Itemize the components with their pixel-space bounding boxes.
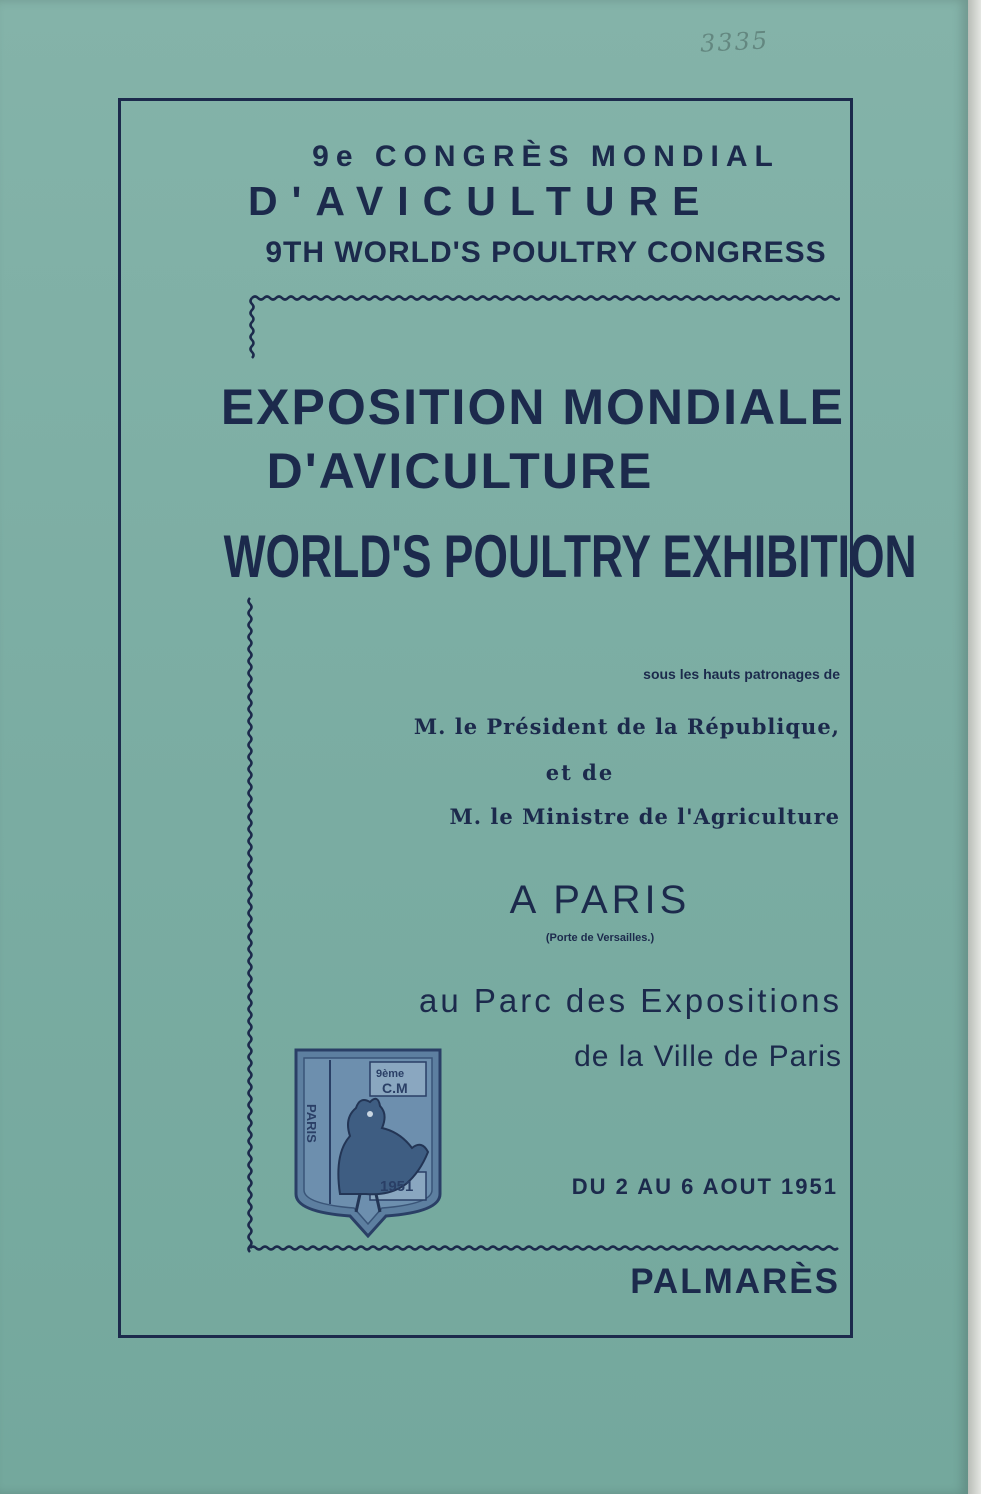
city-name: A PARIS [509, 878, 691, 922]
wavy-rule-top [240, 288, 840, 368]
venue-line-2: de la Ville de Paris [574, 1040, 842, 1073]
congress-line-1: 9e CONGRÈS MONDIAL [312, 140, 780, 173]
congress-line-2: D'AVICULTURE [248, 178, 714, 224]
rooster-shield-icon [290, 1044, 446, 1238]
emblem-left-text: PARIS [304, 1104, 319, 1143]
venue-detail: (Porte de Versailles.) [545, 932, 655, 944]
palmares-heading: PALMARÈS [630, 1262, 840, 1301]
venue-line-1: au Parc des Expositions [418, 982, 842, 1019]
exhibition-title-3: WORLD'S POULTRY EXHIBITION [223, 523, 917, 590]
emblem-initials: C.M [382, 1080, 408, 1096]
patronage-president: M. le Président de la République, [413, 714, 840, 739]
exhibition-dates: DU 2 AU 6 AOUT 1951 [571, 1174, 838, 1199]
emblem-year: 1951 [380, 1178, 414, 1195]
exhibition-title-1: EXPOSITION MONDIALE [220, 379, 845, 435]
pencil-annotation: 3335 [699, 26, 770, 58]
exhibition-title-2: D'AVICULTURE [266, 443, 654, 499]
page-edge [968, 0, 981, 1494]
patronage-conjunction: et de [545, 760, 615, 785]
patronage-minister: M. le Ministre de l'Agriculture [449, 804, 840, 829]
emblem-top-text: 9ème [376, 1068, 405, 1080]
patronage-intro: sous les hauts patronages de [643, 666, 840, 682]
congress-line-3: 9TH WORLD'S POULTRY CONGRESS [265, 236, 827, 269]
